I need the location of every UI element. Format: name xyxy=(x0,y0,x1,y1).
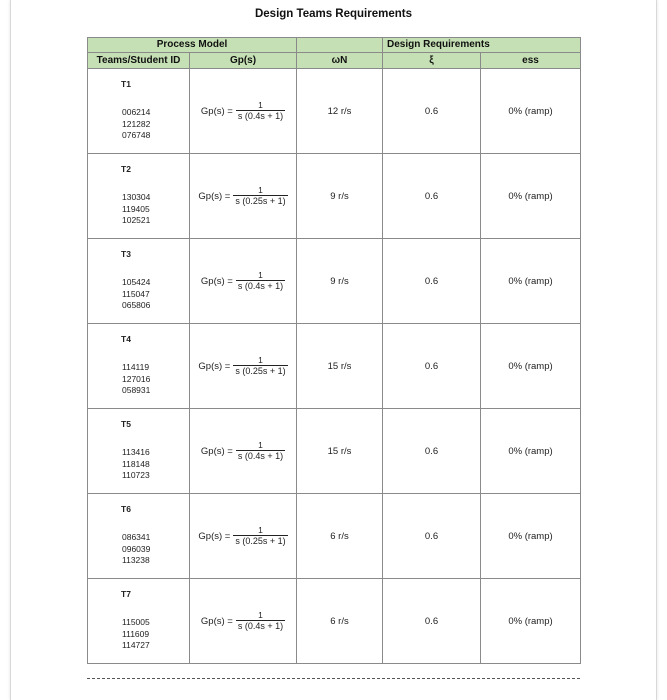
group-header-row xyxy=(88,38,581,53)
tf-fraction xyxy=(236,440,285,462)
transfer-function-cell xyxy=(190,239,297,324)
teams-column-header: Teams/Student ID xyxy=(88,53,190,69)
transfer-function xyxy=(190,440,296,462)
tf-denominator: s (0.4s + 1) xyxy=(237,451,284,461)
student-id: 114119 xyxy=(122,362,150,372)
student-id: 121282 xyxy=(122,118,151,129)
omega-column-header: ωN xyxy=(297,53,383,69)
team-id: T4 xyxy=(121,334,131,344)
tf-fraction xyxy=(236,270,285,292)
tf-fraction xyxy=(233,525,287,547)
ess-value: 0% (ramp) xyxy=(481,239,581,324)
tf-lhs: Gp(s) = xyxy=(200,445,233,457)
student-id: 118148 xyxy=(122,458,150,469)
transfer-function xyxy=(190,610,296,632)
omega-value: 6 r/s xyxy=(297,494,383,579)
student-id-list xyxy=(122,362,150,397)
team-cell xyxy=(88,409,190,494)
team-cell xyxy=(88,494,190,579)
student-id: 119405 xyxy=(122,203,150,214)
omega-value: 15 r/s xyxy=(297,324,383,409)
student-id-list xyxy=(122,447,150,482)
tf-lhs: Gp(s) = xyxy=(200,105,233,117)
transfer-function xyxy=(190,185,296,207)
transfer-function-cell xyxy=(190,409,297,494)
team-id: T1 xyxy=(121,79,131,89)
table-row xyxy=(88,579,581,664)
tf-numerator: 1 xyxy=(258,525,263,535)
student-id: 115005 xyxy=(122,617,150,627)
student-id: 058931 xyxy=(122,385,151,395)
table-body xyxy=(88,69,581,664)
ess-value: 0% (ramp) xyxy=(481,324,581,409)
omega-value: 12 r/s xyxy=(297,69,383,154)
tf-numerator: 1 xyxy=(258,100,263,110)
process-model-header: Process Model xyxy=(88,38,297,53)
tf-numerator: 1 xyxy=(258,440,263,450)
zeta-value: 0.6 xyxy=(383,409,481,494)
tf-numerator: 1 xyxy=(258,610,263,620)
tf-fraction xyxy=(236,100,285,122)
zeta-value: 0.6 xyxy=(383,494,481,579)
tf-denominator: s (0.25s + 1) xyxy=(235,196,286,206)
tf-denominator: s (0.25s + 1) xyxy=(235,366,286,376)
table-row xyxy=(88,239,581,324)
transfer-function-cell xyxy=(190,494,297,579)
transfer-function xyxy=(190,525,296,547)
team-id: T5 xyxy=(121,419,131,429)
student-id: 127016 xyxy=(122,373,151,384)
tf-numerator: 1 xyxy=(258,355,263,365)
student-id: 102521 xyxy=(122,215,151,225)
team-id: T3 xyxy=(121,249,131,259)
table-row xyxy=(88,494,581,579)
student-id: 114727 xyxy=(122,640,150,650)
tf-fraction xyxy=(236,610,285,632)
document-title: Design Teams Requirements xyxy=(254,8,412,20)
zeta-value: 0.6 xyxy=(383,324,481,409)
student-id: 065806 xyxy=(122,300,151,310)
tf-numerator: 1 xyxy=(258,185,263,195)
ess-value: 0% (ramp) xyxy=(481,154,581,239)
team-cell xyxy=(88,324,190,409)
tf-lhs: Gp(s) = xyxy=(198,190,231,202)
transfer-function-cell xyxy=(190,154,297,239)
table-row xyxy=(88,324,581,409)
student-id: 076748 xyxy=(122,130,151,140)
transfer-function xyxy=(190,355,296,377)
group-header-blank xyxy=(297,38,383,53)
tf-numerator: 1 xyxy=(258,270,263,280)
omega-value: 9 r/s xyxy=(297,239,383,324)
omega-value: 15 r/s xyxy=(297,409,383,494)
student-id: 006214 xyxy=(122,107,151,117)
omega-value: 9 r/s xyxy=(297,154,383,239)
tf-fraction xyxy=(233,185,287,207)
student-id-list xyxy=(122,277,150,312)
student-id-list xyxy=(122,617,150,652)
team-cell xyxy=(88,154,190,239)
zeta-value: 0.6 xyxy=(383,69,481,154)
design-requirements-header: Design Requirements xyxy=(383,38,581,53)
tf-lhs: Gp(s) = xyxy=(198,530,231,542)
team-id: T7 xyxy=(121,589,131,599)
team-id: T6 xyxy=(121,504,131,514)
team-cell xyxy=(88,239,190,324)
tf-denominator: s (0.25s + 1) xyxy=(235,536,286,546)
student-id-list xyxy=(122,192,150,227)
student-id: 110723 xyxy=(122,470,150,480)
table-row xyxy=(88,154,581,239)
column-header-row xyxy=(88,53,581,69)
student-id: 115047 xyxy=(122,288,150,299)
transfer-function xyxy=(190,270,296,292)
team-cell xyxy=(88,579,190,664)
transfer-function-cell xyxy=(190,579,297,664)
tf-lhs: Gp(s) = xyxy=(200,615,233,627)
ess-value: 0% (ramp) xyxy=(481,579,581,664)
gp-column-header: Gp(s) xyxy=(190,53,297,69)
zeta-value: 0.6 xyxy=(383,154,481,239)
team-cell xyxy=(88,69,190,154)
ess-value: 0% (ramp) xyxy=(481,69,581,154)
tf-lhs: Gp(s) = xyxy=(198,360,231,372)
student-id: 111609 xyxy=(122,628,150,639)
tf-lhs: Gp(s) = xyxy=(200,275,233,287)
student-id: 086341 xyxy=(122,532,151,542)
ess-column-header: ess xyxy=(481,53,581,69)
tf-fraction xyxy=(233,355,287,377)
student-id-list xyxy=(122,107,150,142)
student-id: 130304 xyxy=(122,192,151,202)
zeta-column-header: ξ xyxy=(383,53,481,69)
student-id: 105424 xyxy=(122,277,151,287)
student-id: 096039 xyxy=(122,543,151,554)
student-id: 113416 xyxy=(122,447,150,457)
student-id: 113238 xyxy=(122,555,150,565)
zeta-value: 0.6 xyxy=(383,239,481,324)
team-id: T2 xyxy=(121,164,131,174)
transfer-function xyxy=(190,100,296,122)
tf-denominator: s (0.4s + 1) xyxy=(237,111,284,121)
ess-value: 0% (ramp) xyxy=(481,494,581,579)
tf-denominator: s (0.4s + 1) xyxy=(237,621,284,631)
zeta-value: 0.6 xyxy=(383,579,481,664)
transfer-function-cell xyxy=(190,324,297,409)
tf-denominator: s (0.4s + 1) xyxy=(237,281,284,291)
ess-value: 0% (ramp) xyxy=(481,409,581,494)
table-row xyxy=(88,409,581,494)
student-id-list xyxy=(122,532,150,567)
table-row xyxy=(88,69,581,154)
transfer-function-cell xyxy=(190,69,297,154)
bottom-divider xyxy=(87,678,580,679)
requirements-table xyxy=(87,37,581,664)
omega-value: 6 r/s xyxy=(297,579,383,664)
